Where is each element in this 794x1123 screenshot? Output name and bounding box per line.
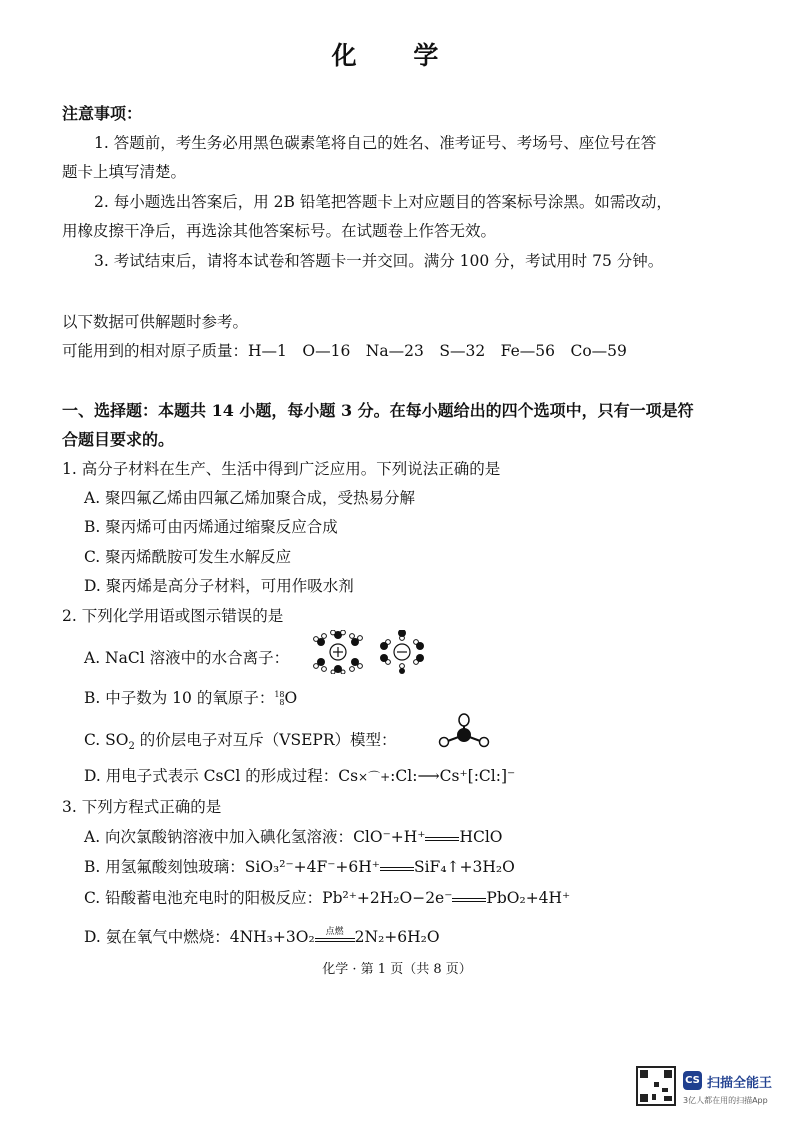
q2-option-c <box>84 728 397 752</box>
q3-option-d <box>84 925 440 947</box>
hydrated-anion-figure <box>380 630 424 674</box>
q3-option-a-text: A. 向次氯酸钠溶液中加入碘化氢溶液： <box>84 828 354 846</box>
ignition-condition: 点燃 <box>325 927 344 937</box>
q2-stem: 2. 下列化学用语或图示错误的是 <box>62 607 284 625</box>
hydrated-ions-diagram <box>312 630 434 674</box>
electron-transfer-mark: ×⌒+ <box>358 770 391 784</box>
qr-code <box>636 1066 676 1106</box>
oxygen-nuclide-numbers <box>274 691 284 707</box>
section-1-heading-line-2: 合题目要求的。 <box>62 430 175 449</box>
oxygen-symbol: O <box>284 689 298 707</box>
notice-item-2-line-1: 2. 每小题选出答案后，用 2B 铅笔把答题卡上对应题目的答案标号涂黑。如需改动， <box>94 193 672 211</box>
q2-option-c-subscript: 2 <box>128 741 135 753</box>
q2-option-c-rest: 的价层电子对互斥（VSEPR）模型： <box>134 731 397 749</box>
equals-sign <box>425 836 459 841</box>
page-footer: 化学 · 第 1 页（共 8 页） <box>322 962 472 977</box>
q3-c-right: PbO₂+4H⁺ <box>486 889 571 907</box>
ignition-equals-sign <box>315 927 355 942</box>
atomic-number: 8 <box>279 698 285 707</box>
cscl-product: Cs⁺[:Cl:]⁻ <box>439 767 516 785</box>
q3-b-right: SiF₄↑+3H₂O <box>413 858 515 876</box>
hydrated-cation-figure <box>314 630 363 674</box>
notice-item-2-line-2: 用橡皮擦干净后，再选涂其他答案标号。在试题卷上作答无效。 <box>62 222 497 240</box>
q2-option-b <box>84 686 297 708</box>
reference-line-2: 可能用到的相对原子质量：H—1 O—16 Na—23 S—32 Fe—56 Co—59 <box>62 342 627 360</box>
q1-option-d: D. 聚丙烯是高分子材料，可用作吸水剂 <box>84 577 354 595</box>
q1-option-c: C. 聚丙烯酰胺可发生水解反应 <box>84 548 292 566</box>
q3-option-c <box>84 886 570 908</box>
camscanner-logo: CS <box>683 1071 702 1090</box>
page-title: 化 学 <box>331 41 463 70</box>
q1-stem: 1. 高分子材料在生产、生活中得到广泛应用。下列说法正确的是 <box>62 460 501 478</box>
notice-item-3: 3. 考试结束后，请将本试卷和答题卡一并交回。满分 100 分，考试用时 75 分钟。 <box>94 252 664 270</box>
formation-arrow: ⟶ <box>417 767 440 785</box>
q3-option-d-text: D. 氨在氧气中燃烧： <box>84 928 230 946</box>
q3-option-b-text: B. 用氢氟酸刻蚀玻璃： <box>84 858 245 876</box>
cs-symbol: Cs <box>338 767 359 785</box>
q3-stem: 3. 下列方程式正确的是 <box>62 798 222 816</box>
q3-option-a <box>84 825 503 847</box>
q3-a-right: HClO <box>459 828 503 846</box>
mass-number: 18 <box>274 690 285 699</box>
q2-option-a: A. NaCl 溶液中的水合离子： <box>84 649 290 667</box>
section-1-heading-line-1: 一、选择题：本题共 14 小题，每小题 3 分。在每小题给出的四个选项中，只有一项是符 <box>62 401 694 420</box>
q3-b-left: SiO₃²⁻+4F⁻+6H⁺ <box>244 858 380 876</box>
q3-d-right: 2N₂+6H₂O <box>354 928 440 946</box>
q3-d-left: 4NH₃+3O₂ <box>229 928 315 946</box>
q3-c-left: Pb²⁺+2H₂O−2e⁻ <box>322 889 453 907</box>
reference-line-1: 以下数据可供解题时参考。 <box>62 313 249 331</box>
equals-sign <box>380 866 414 871</box>
q2-option-d-text: D. 用电子式表示 CsCl 的形成过程： <box>84 767 339 785</box>
q3-option-c-text: C. 铅酸蓄电池充电时的阳极反应： <box>84 889 323 907</box>
camscanner-tagline: 3亿人都在用的扫描App <box>683 1096 768 1105</box>
camscanner-name: 扫描全能王 <box>707 1076 773 1091</box>
q2-option-d <box>84 764 515 786</box>
notice-heading: 注意事项： <box>62 104 143 123</box>
equals-sign <box>452 897 486 902</box>
q1-option-b: B. 聚丙烯可由丙烯通过缩聚反应合成 <box>84 518 338 536</box>
q2-option-b-text: B. 中子数为 10 的氧原子： <box>84 689 275 707</box>
q2-option-c-prefix: C. SO <box>84 731 129 749</box>
vsepr-model-diagram <box>437 713 491 751</box>
q3-option-b <box>84 855 515 877</box>
notice-item-1-line-1: 1. 答题前，考生务必用黑色碳素笔将自己的姓名、准考证号、考场号、座位号在答 <box>94 134 657 152</box>
q1-option-a: A. 聚四氟乙烯由四氟乙烯加聚合成，受热易分解 <box>84 489 416 507</box>
q3-a-left: ClO⁻+H⁺ <box>353 828 426 846</box>
notice-item-1-line-2: 题卡上填写清楚。 <box>62 163 187 181</box>
cl-dot-symbol: :Cl: <box>390 767 418 785</box>
